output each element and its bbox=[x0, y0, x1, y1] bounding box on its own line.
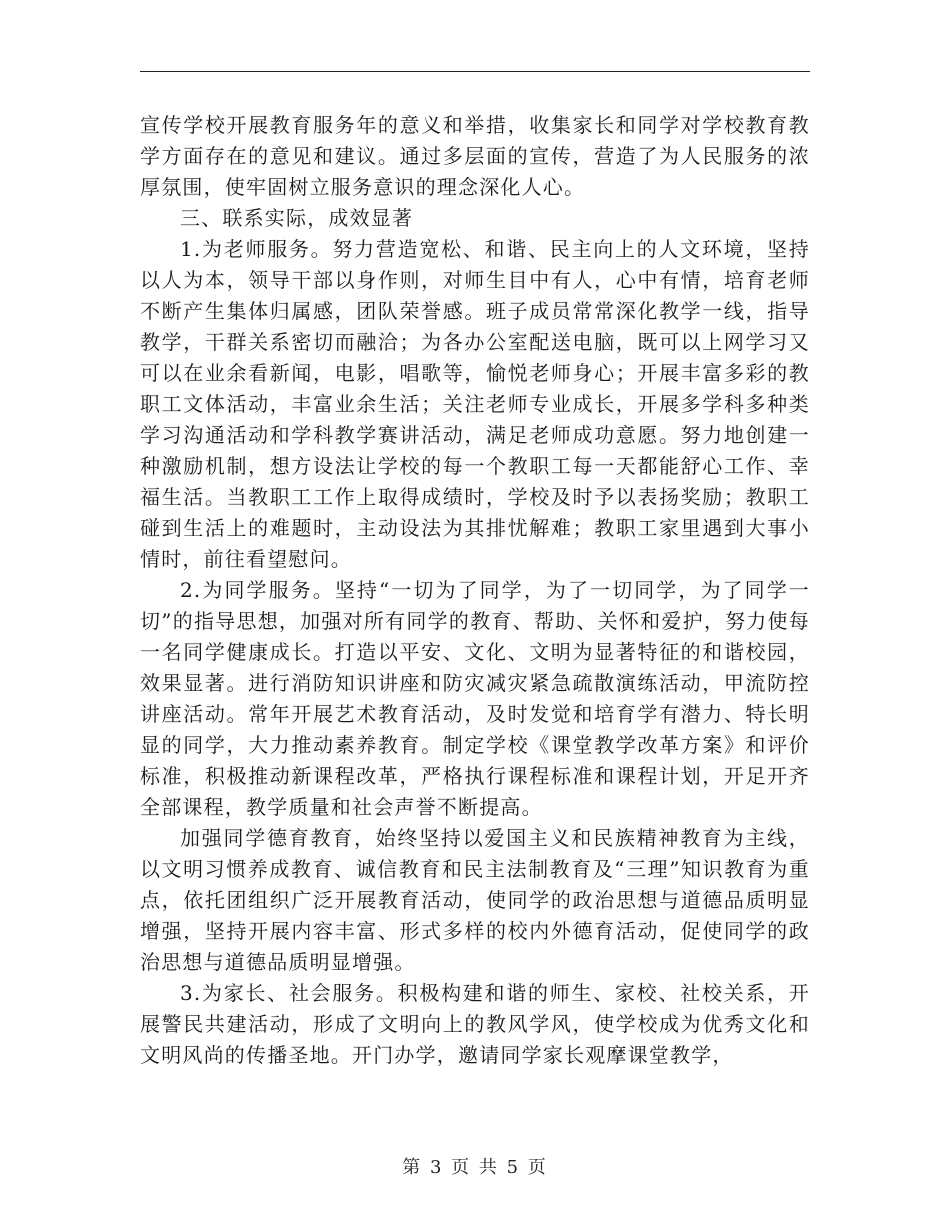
paragraph: 2.为同学服务。坚持“一切为了同学，为了一切同学，为了同学一切”的指导思想，加强对所有同学的教育、帮助、关怀和爱护，努力使每一名同学健康成长。打造以平安、文化、文明为显著特征的和谐校园，效果显著。进行消防知识讲座和防灾减灾紧急疏散演练活动，甲流防控讲座活动。常年开展艺术教育活动，及时发觉和培育学有潜力、特长明显的同学，大力推动素养教育。制定学校《课堂教学改革方案》和评价标准，积极推动新课程改革，严格执行课程标准和课程计划，开足开齐全部课程，教学质量和社会声誉不断提高。 bbox=[140, 578, 810, 819]
header-rule bbox=[140, 71, 810, 72]
section-heading: 三、联系实际，成效显著 bbox=[180, 206, 414, 230]
paragraph: 宣传学校开展教育服务年的意义和举措，收集家长和同学对学校教育教学方面存在的意见和建议。通过多层面的宣传，营造了为人民服务的浓厚氛围，使牢固树立服务意识的理念深化人心。 bbox=[140, 113, 810, 199]
paragraph: 3.为家长、社会服务。积极构建和谐的师生、家校、社校关系，开展警民共建活动，形成了文明向上的教风学风，使学校成为优秀文化和文明风尚的传播圣地。开门办学，邀请同学家长观摩课堂教学， bbox=[140, 981, 810, 1067]
paragraph: 1.为老师服务。努力营造宽松、和谐、民主向上的人文环境，坚持以人为本，领导干部以身作则，对师生目中有人，心中有情，培育老师不断产生集体归属感，团队荣誉感。班子成员常常深化教学一线，指导教学，干群关系密切而融洽；为各办公室配送电脑，既可以上网学习又可以在业余看新闻，电影，唱歌等，愉悦老师身心；开展丰富多彩的教职工文体活动，丰富业余生活；关注老师专业成长，开展多学科多种类学习沟通活动和学科教学赛讲活动，满足老师成功意愿。努力地创建一种激励机制，想方设法让学校的每一个教职工每一天都能舒心工作、幸福生活。当教职工工作上取得成绩时，学校及时予以表扬奖励；教职工碰到生活上的难题时，主动设法为其排忧解难；教职工家里遇到大事小情时，前往看望慰问。 bbox=[140, 237, 810, 571]
page-footer: 第 3 页 共 5 页 bbox=[402, 1157, 548, 1178]
document-body bbox=[140, 110, 810, 1071]
paragraph: 加强同学德育教育，始终坚持以爱国主义和民族精神教育为主线，以文明习惯养成教育、诚信教育和民主法制教育及“三理”知识教育为重点，依托团组织广泛开展教育活动，使同学的政治思想与道德品质明显增强，坚持开展内容丰富、形式多样的校内外德育活动，促使同学的政治思想与道德品质明显增强。 bbox=[140, 826, 810, 974]
